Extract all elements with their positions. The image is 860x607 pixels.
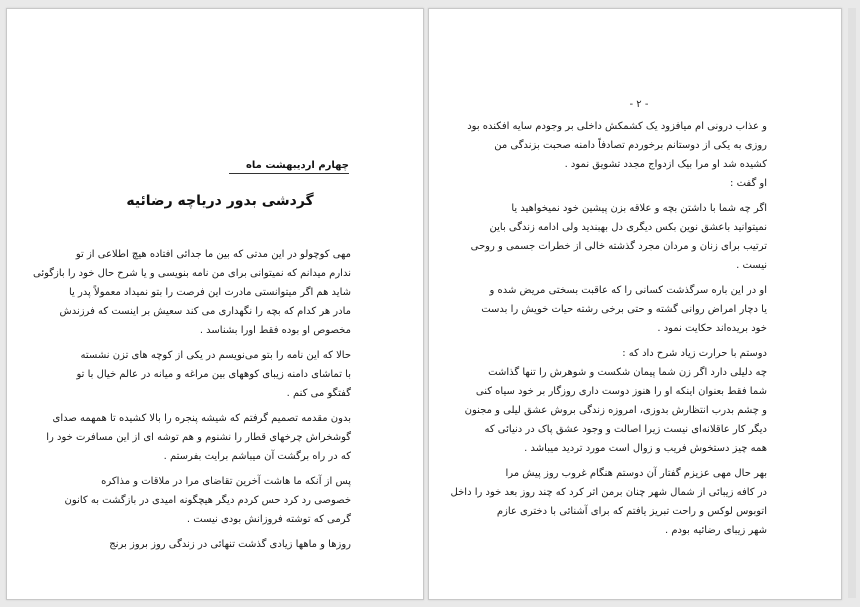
- text-line: دوستم با حرارت زیاد شرح داد که :: [622, 348, 767, 359]
- text-line: خصوصی رد کرد حس کردم دیگر هیچگونه امیدی در بازگشت به کانون: [64, 495, 351, 506]
- text-line: در کافه زیبائی از شمال شهر چنان برمن اثر کرد که چند روز بعد خود را داخل: [450, 487, 767, 498]
- text-line: ندارم میدانم که نمیتوانی برای من نامه بنویسی و یا شرح حال خود را بازگوئی: [32, 268, 351, 279]
- section-date-heading: چهارم اردیبهشت ماه: [229, 160, 349, 174]
- text-line: شهر زیبای رضائیه بودم .: [664, 525, 767, 536]
- text-line: گوشخراش چرخهای قطار را نشنوم و هم توشه ای از این مسافرت خود را: [46, 432, 351, 443]
- text-line: روزها و ماهها زیادی گذشت تنهائی در زندگی روز بروز برنج: [109, 539, 351, 550]
- text-line: شما فقط بعنوان اینکه او را هنوز دوست داری روزگار بر خود سیاه کنی: [475, 386, 767, 397]
- text-line: با تماشای دامنه زیبای کوههای بین مراغه و میانه در عالم خیال با تو: [76, 369, 351, 380]
- right-page-body-text: [450, 117, 767, 540]
- text-line: همه چیز دستخوش فریب و زوال است مورد تردید میباشد .: [524, 443, 767, 454]
- text-line: اتوبوس لوکس و راحت تبریز یافتم که برای آشنائی با دختری عازم: [496, 506, 767, 517]
- text-line: مخصوص او بوده فقط اورا بشناسد .: [199, 325, 351, 336]
- page-number: - ۲ -: [629, 99, 649, 110]
- text-line: کشیده شد او مرا بیک ازدواج مجدد تشویق نمود .: [564, 159, 767, 170]
- text-line: خود بریده‌اند حکایت نمود .: [657, 323, 767, 334]
- text-line: و چشم بدرب انتظارش بدوزی، امروزه زندگی بروش عشق لیلی و مجنون: [464, 405, 767, 416]
- text-line: نیست .: [736, 260, 767, 271]
- text-line: گرمی که توشته فروزانش بودی نیست .: [186, 514, 351, 525]
- text-line: اگر چه شما با داشتن بچه و علاقه بزن پیشین خود نمیخواهید یا: [511, 203, 767, 214]
- text-line: روزی به یکی از دوستانم برخوردم تصادفاً دامنه صحبت بزندگی من: [494, 140, 767, 151]
- text-line: او در این باره سرگذشت کسانی را که عاقبت بسختی مریض شده و: [489, 285, 767, 296]
- text-line: بهر حال مهی عزیزم گفتار آن دوستم هنگام غروب روز پیش مرا: [505, 468, 767, 479]
- text-line: و عذاب درونی ام میافزود یک کشمکش داخلی بر وجودم سایه افکنده بود: [467, 121, 767, 132]
- vertical-scrollbar[interactable]: [848, 8, 856, 598]
- text-line: که در راه برگشت آن میباشم برایت بفرستم .: [163, 451, 351, 462]
- text-line: نمیتوانید باعشق نوین بکس دیگری دل بهبندید ولی ادامه زندگی باین: [489, 222, 767, 233]
- document-page-left: [6, 8, 424, 600]
- text-line: ترتیب برای زنان و مردان مجرد گذشته خالی از خطرات جسمی و روحی: [470, 241, 767, 252]
- left-page-body-text: [32, 245, 351, 554]
- text-line: حالا که این نامه را بتو می‌نویسم در یکی از کوچه های تزن نشسته: [80, 350, 351, 361]
- text-line: مهی کوچولو در این مدتی که بین ما جدائی افتاده هیچ اطلاعی از تو: [75, 249, 351, 260]
- text-line: بدون مقدمه تصمیم گرفتم که شیشه پنجره را بالا کشیده تا همهمه صدای: [52, 413, 351, 424]
- text-line: مادر هر کدام که بچه را نگهداری می کند سعیش بر اینست که فرزندش: [59, 306, 351, 317]
- document-page-right: [428, 8, 842, 600]
- chapter-title: گردشی بدور دریاچه رضائیه: [126, 193, 314, 209]
- text-line: یا دچار امراض روانی گشته و حتی برخی رشته حیات خویش را بدست: [481, 304, 767, 315]
- text-line: شاید هم اگر میتوانستی مادرت این فرصت را بتو نمیداد معمولاً پدر یا: [68, 287, 351, 298]
- text-line: او گفت :: [730, 178, 767, 189]
- text-line: چه دلیلی دارد اگر زن شما پیمان شکست و شوهرش را تنها گذاشت: [488, 367, 767, 378]
- text-line: دیگر کار عاقلانه‌ای نیست زیرا اصالت و وجود عشق پاک در دنیائی که: [484, 424, 767, 435]
- text-line: پس از آنکه ما هاشت آخرین تقاضای مرا در ملاقات و مذاکره: [101, 476, 351, 487]
- text-line: گفتگو می کنم .: [286, 388, 351, 399]
